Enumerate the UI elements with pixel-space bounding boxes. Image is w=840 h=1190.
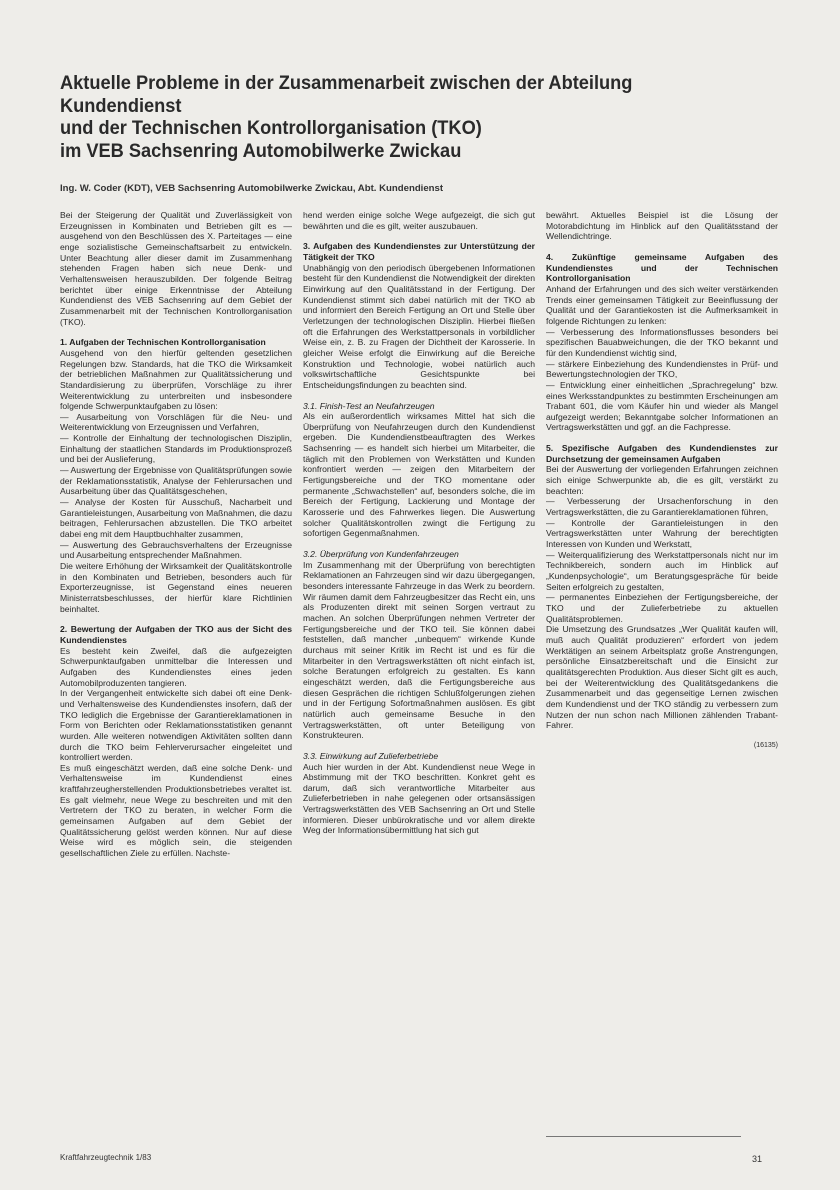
paragraph-line: — Auswertung des Gebrauchsverhaltens der Erzeugnisse und Ausarbeitung entsprechender Maßnahmen.	[60, 539, 292, 561]
paragraph-line: — Auswertung der Ergebnisse von Qualitätsprüfungen sowie der Reklamationsstatistik, Analyse der Fehlerursachen und Ausarbeitung über das Qualitätsgeschehen,	[60, 465, 292, 497]
title-line: Aktuelle Probleme in der Zusammenarbeit zwischen der Abteilung	[60, 72, 633, 94]
subsection-heading: 3.1. Finish-Test an Neufahrzeugen	[303, 400, 435, 411]
title-line: im VEB Sachsenring Automobilwerke Zwickau	[60, 139, 462, 162]
paragraph-line: Anhand der Erfahrungen und des sich weiter verstärkenden Trends einer gemeinsamen Tätigkeit zur Beeinflussung der Qualität und der Garantiekosten ist die Aufmerksamkeit in folgende Richtungen zu lenken:	[546, 283, 778, 326]
section-heading: 5. Spezifische Aufgaben des Kundendienstes zur Durchsetzung der gemeinsamen Aufgaben	[546, 443, 778, 464]
paragraph-line: Die Umsetzung des Grundsatzes „Wer Qualität kaufen will, muß auch Qualität produzieren“ erfordert von jedem Werktätigen an seinem Arbeitsplatz große Anstrengungen, persönliche Einsatzbereitschaft und die Einsicht zur qualitätsgerechten Produktion. Aus dieser Sicht gilt es auch, bei der Weiterentwicklung des Qualitätsgedankens die Zusammenarbeit und das gegenseitige Lernen zwischen dem Kundendienst und der TKO ständig zu verbessern zum Nutzen der nun schon nach Millionen zählenden Trabant-Fahrer.	[546, 624, 778, 731]
section-heading: 4. Zukünftige gemeinsame Aufgaben des Kundendienstes und der Technischen Kontrollorganisation	[546, 251, 778, 284]
page-number: 31	[752, 1154, 763, 1164]
section-heading: 1. Aufgaben der Technischen Kontrollorganisation	[60, 337, 266, 348]
body-paragraph	[546, 284, 778, 433]
author-line: Ing. W. Coder (KDT), VEB Sachsenring Automobilwerke Zwickau, Abt. Kundendienst	[60, 183, 444, 194]
paragraph-line: Ausgehend von den hierfür geltenden gesetzlichen Regelungen bzw. Standards, hat die TKO die Wirksamkeit der betrieblichen Maßnahmen zur Qualitätssicherung und Standardisierung zu überprüfen, Vorschläge zu ihrer Weiterentwicklung zu unterbreiten und insbesondere folgende Schwerpunktaufgaben zu lösen:	[60, 347, 292, 412]
paragraph-line: — Entwicklung einer einheitlichen „Sprachregelung“ bzw. eines Werksstandpunktes zu bestimmten Erscheinungen am Trabant 601, die vom Käufer hin und wieder als Mangel aufgezeigt werden; Bekanntgabe solcher Informationen an Vertragswerkstätten und ggf. an die Fachpresse.	[546, 379, 778, 433]
body-paragraph	[60, 348, 292, 614]
article-title	[60, 72, 730, 162]
paragraph-line: Es muß eingeschätzt werden, daß eine solche Denk- und Verhaltensweise im Kundendienst eines kraftfahrzeugherstellenden Produktionsbetriebes veraltet ist. Es galt vielmehr, neue Wege zu beschreiten und mit den Vertretern der TKO zu beraten, in welcher Form die gemeinsamen Aufgaben auf dem Gebiet der Qualitätssicherung gelöst werden können. Nur auf diese Weise wird es möglich sein, die steigenden gesellschaftlichen Ziele zu erfüllen. Nachste-	[60, 762, 292, 859]
paragraph-line: — Kontrolle der Einhaltung der technologischen Disziplin, Einhaltung der staatlichen Standards im Produktionsprozeß und bei der Auslieferung,	[60, 433, 292, 465]
title-line: und der Technischen Kontrollorganisation (TKO)	[60, 117, 482, 139]
subsection-heading: 3.2. Überprüfung von Kundenfahrzeugen	[303, 549, 459, 560]
paragraph-line: — Verbesserung des Informationsflusses besonders bei spezifischen Bauabweichungen, die der TKO bekannt und für den Kundendienst wichtig sind,	[546, 326, 778, 358]
paragraph-line: — Analyse der Kosten für Ausschuß, Nacharbeit und Garantieleistungen, Ausarbeitung von Maßnahmen, die dazu beitragen, Fehlerursachen abzustellen. Die TKO arbeitet dabei eng mit dem Hauptbuchhalter zusammen,	[60, 497, 292, 540]
article-reference-number: (16135)	[753, 741, 778, 749]
paragraph-line: Bei der Auswertung der vorliegenden Erfahrungen zeichnen sich einige Schwerpunkte ab, die es gilt, verstärkt zu beachten:	[546, 464, 778, 496]
subsection-heading: 3.3. Einwirkung auf Zulieferbetriebe	[303, 750, 439, 761]
paragraph-line: — Verbesserung der Ursachenforschung in den Vertragswerkstätten, die zu Garantiereklamationen führen,	[546, 496, 778, 518]
footnote-rule	[546, 1136, 741, 1137]
paragraph-line: — Kontrolle der Garantieleistungen in den Vertragswerkstätten unter Wahrung der berechtigten Interessen von Kunden und Werkstatt,	[546, 517, 778, 550]
body-paragraph	[60, 646, 292, 859]
title-line: Kundendienst	[60, 94, 182, 117]
paragraph-line: Die weitere Erhöhung der Wirksamkeit der Qualitätskontrolle in den Kombinaten und Betrieben, besonders auch für Exporterzeugnisse, ist Gegenstand eines neueren Ministerratsbeschlusses, der hierfür klare Richtlinien beinhaltet.	[60, 561, 292, 614]
body-paragraph: hend werden einige solche Wege aufgezeigt, die sich gut bewährten und die es gilt, weiter auszubauen.	[303, 210, 535, 231]
journal-footer: Kraftfahrzeugtechnik 1/83	[60, 1153, 152, 1162]
paragraph-line: — permanentes Einbeziehen der Fertigungsbereiche, der TKO und der Zulieferbetriebe zu aktuellen Qualitätsproblemen.	[546, 592, 778, 624]
body-paragraph: Auch hier wurden in der Abt. Kundendienst neue Wege in Abstimmung mit der TKO beschritten. Konkret geht es darum, daß sich verantwortliche Mitarbeiter aus Zulieferbetrieben in nahe gelegenen oder ortsansässigen Vertragswerkstätten des VEB Sachsenring an Ort und Stelle informieren. Dieser unbürokratische und vor allem direkte Weg der Informationsübermittlung hat sich gut	[303, 761, 535, 836]
text-column-1	[60, 210, 292, 869]
body-paragraph: Im Zusammenhang mit der Überprüfung von berechtigten Reklamationen an Fahrzeugen sind wir dazu übergegangen, besonders interessante Fahrzeuge in das Werk zu beordern. Wir räumen damit dem Fahrzeugbesitzer das Recht ein, uns als Produzenten direkt mit seinen Sorgen vertraut zu machen. An solchen Überprüfungen nehmen Vertreter der Fertigungsbereiche und der TKO teil. Sie können dabei feststellen, daß mancher „unbequem“ wirkende Kunde durchaus mit seiner Kritik im Recht ist und es für die Mitarbeiter in den Vertragswerkstätten oft nicht einfach ist, solche Beratungen erfolgreich zu gestalten. Es kann eingeschätzt werden, daß die Fertigungsbereiche aus diesen Gesprächen die richtigen Schlußfolgerungen ziehen und in der Fertigung Sofortmaßnahmen auslösen. Es gibt natürlich auch gemeinsame Besuche in den Vertragswerkstätten, oft unter Beteiligung von Konstrukteuren.	[303, 559, 535, 741]
paragraph-line: In der Vergangenheit entwickelte sich dabei oft eine Denk- und Verhaltensweise des Kundendienstes insofern, daß der TKO lediglich die Ergebnisse der Garantiereklamationen in Form von Berichten oder Reklamationsstatistiken genannt wurden. Alle weiteren notwendigen Aktivitäten sollten dann durch die TKO beim Fehlerverursacher eingeleitet und kontrolliert werden.	[60, 688, 292, 763]
body-paragraph: Als ein außerordentlich wirksames Mittel hat sich die Überprüfung von Neufahrzeugen durch den Kundendienst ergeben. Die Kundendienstbeauftragten des Werkes Sachsenring — es handelt sich hierbei um Mitarbeiter, die täglich mit den Problemen von Werkstätten und Kunden konfrontiert werden — zeigen den Mitarbeitern der Fertigungsbereiche und der TKO momentane oder permanente „Schwachstellen“ auf, besonders solche, die im Bereich der Fertigung, Lackierung und Montage der Karosserie und des Fahrwerkes liegen. Die Auswertung solcher Qualitätskontrollen zwingt die Fertigung zu sofortigen Gegenmaßnahmen.	[303, 411, 535, 539]
paragraph-line: Es besteht kein Zweifel, daß die aufgezeigten Schwerpunktaufgaben unmittelbar die Interessen und Aufgaben des Kundendienstes eines jeden Automobilproduzenten tangieren.	[60, 645, 292, 688]
paragraph-line: — Ausarbeitung von Vorschlägen für die Neu- und Weiterentwicklung von Erzeugnissen und Verfahren,	[60, 411, 292, 433]
paragraph-line: — Weiterqualifizierung des Werkstattpersonals nicht nur im Technikbereich, sondern auch im Hinblick auf „Kundenpsychologie“, um Beratungsgespräche für beide Seiten erfolgreich zu gestalten,	[546, 549, 778, 592]
body-paragraph	[546, 464, 778, 730]
section-heading: 3. Aufgaben des Kundendienstes zur Unterstützung der Tätigkeit der TKO	[303, 241, 535, 262]
body-paragraph: Unabhängig von den periodisch übergebenen Informationen besteht für den Kundendienst die Notwendigkeit der direkten Einwirkung auf den Qualitätsstand in der Fertigung. Der Kundendienst stimmt sich dabei natürlich mit der TKO ab und informiert den Bereich Fertigung an Ort und Stelle über Verletzungen der technologischen Disziplin. Hierbei fließen oft die Erfahrungen des Werkstattpersonals in vorbildlicher Weise ein, z. B. zu Fragen der Dichtheit der Karosserie. In gleicher Weise erfolgt die Einwirkung auf die Bereiche Konstruktion und Technologie, wobei natürlich auch volkswirtschaftliche Gesichtspunkte bei Entscheidungsfindungen zu beachten sind.	[303, 262, 535, 390]
body-paragraph: Bei der Steigerung der Qualität und Zuverlässigkeit von Erzeugnissen in Kombinaten und Betrieben gilt es — ausgehend von den Beschlüssen des X. Parteitages — eine enge sozialistische Gemeinschaftsarbeit zu entwickeln. Unter Beachtung aller dieser damit im Zusammenhang stehenden Fragen haben sich neue Denk- und Verhaltensweisen herauszubilden. Der folgende Beitrag berichtet über einige Erkenntnisse der Abteilung Kundendienst des VEB Sachsenring auf dem Gebiet der Zusammenarbeit mit der Technischen Kontrollorganisation (TKO).	[60, 210, 292, 327]
text-column-2	[303, 210, 535, 846]
body-paragraph: bewährt. Aktuelles Beispiel ist die Lösung der Motorabdichtung im Hinblick auf den Qualitätsstand der Wellendichtringe.	[546, 210, 778, 242]
text-column-3	[546, 210, 778, 762]
paragraph-line: — stärkere Einbeziehung des Kundendienstes in Prüf- und Bewertungstechnologien der TKO,	[546, 358, 778, 380]
section-heading: 2. Bewertung der Aufgaben der TKO aus der Sicht des Kundendienstes	[60, 624, 292, 645]
